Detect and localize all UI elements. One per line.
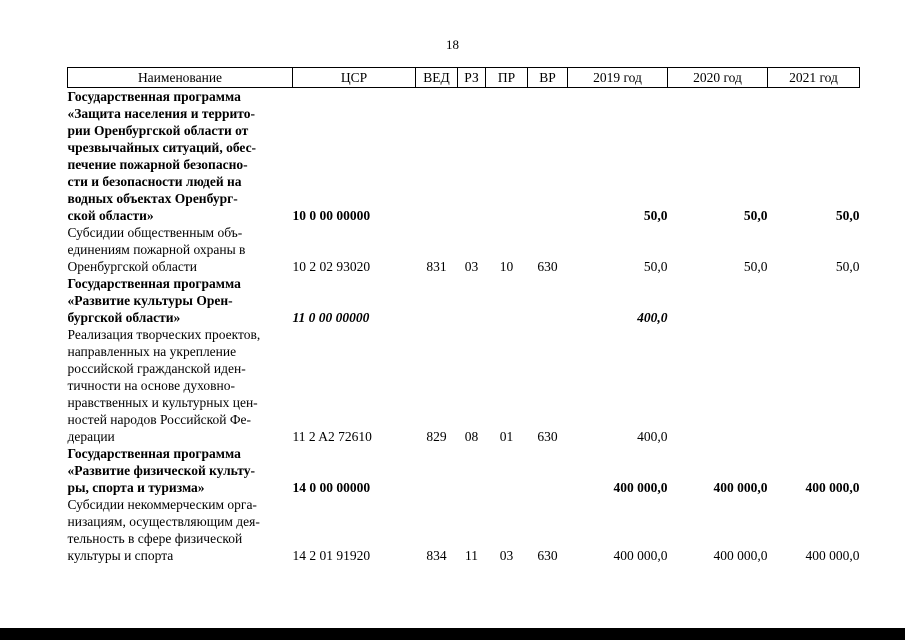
row-name-line: бургской области» bbox=[67, 310, 181, 325]
row-name-line: «Развитие физической культу- bbox=[67, 463, 256, 478]
row-2019: 400 000,0 bbox=[613, 480, 668, 495]
row-name bbox=[68, 88, 293, 225]
row-name bbox=[68, 326, 293, 445]
row-name-line: российской гражданской иден- bbox=[67, 361, 246, 376]
row-2020: 400 000,0 bbox=[713, 548, 768, 563]
row-2021: 400 000,0 bbox=[805, 548, 860, 563]
row-name bbox=[68, 224, 293, 275]
scan-bottom-edge bbox=[0, 628, 905, 640]
row-csr: 10 2 02 93020 bbox=[292, 259, 371, 274]
page-number: 18 bbox=[446, 37, 459, 52]
row-name bbox=[68, 496, 293, 564]
row-2020 bbox=[668, 275, 768, 326]
row-vr: 630 bbox=[537, 429, 558, 444]
row-vr bbox=[528, 445, 568, 496]
row-csr: 14 2 01 91920 bbox=[292, 548, 371, 563]
row-2019: 400,0 bbox=[637, 310, 668, 325]
row-rz: 03 bbox=[464, 259, 479, 274]
program-row bbox=[68, 275, 860, 326]
row-rz: 08 bbox=[464, 429, 479, 444]
row-ved: 829 bbox=[426, 429, 447, 444]
row-2020: 400 000,0 bbox=[713, 480, 768, 495]
row-name-line: ностей народов Российской Фе- bbox=[67, 412, 252, 427]
row-ved bbox=[416, 445, 458, 496]
row-name-line: нравственных и культурных цен- bbox=[67, 395, 258, 410]
row-2020: 50,0 bbox=[743, 259, 768, 274]
row-name-line: Государственная программа bbox=[67, 276, 241, 291]
row-pr: 01 bbox=[499, 429, 514, 444]
header-2021: 2021 год bbox=[768, 68, 860, 88]
row-csr: 11 2 A2 72610 bbox=[292, 429, 372, 444]
row-2021 bbox=[768, 326, 860, 445]
row-2019: 400,0 bbox=[637, 429, 668, 444]
header-rz: РЗ bbox=[458, 68, 486, 88]
header-ved: ВЕД bbox=[416, 68, 458, 88]
table-header bbox=[68, 68, 860, 88]
row-pr bbox=[486, 275, 528, 326]
row-pr bbox=[486, 88, 528, 225]
row-vr: 630 bbox=[537, 259, 558, 274]
row-name-line: Субсидии некоммерческим орга- bbox=[67, 497, 257, 512]
header-pr: ПР bbox=[486, 68, 528, 88]
row-pr: 10 bbox=[499, 259, 514, 274]
row-vr: 630 bbox=[537, 548, 558, 563]
row-2020 bbox=[668, 326, 768, 445]
row-ved: 834 bbox=[426, 548, 447, 563]
table-body bbox=[68, 88, 860, 565]
header-2020: 2020 год bbox=[668, 68, 768, 88]
row-vr bbox=[528, 88, 568, 225]
row-name-line: тичности на основе духовно- bbox=[67, 378, 235, 393]
row-name-line: чрезвычайных ситуаций, обес- bbox=[67, 140, 257, 155]
row-name-line: Государственная программа bbox=[67, 446, 241, 461]
row-name-line: тельность в сфере физической bbox=[67, 531, 243, 546]
row-pr bbox=[486, 445, 528, 496]
row-vr bbox=[528, 275, 568, 326]
row-name-line: сти и безопасности людей на bbox=[67, 174, 242, 189]
row-name-line: культуры и спорта bbox=[67, 548, 174, 563]
table-row bbox=[68, 326, 860, 445]
row-ved bbox=[416, 88, 458, 225]
row-name-line: «Развитие культуры Орен- bbox=[67, 293, 233, 308]
row-name-line: Субсидии общественным объ- bbox=[67, 225, 243, 240]
budget-table bbox=[67, 67, 860, 564]
row-name-line: Оренбургской области bbox=[67, 259, 197, 274]
table-row bbox=[68, 224, 860, 275]
row-name-line: рии Оренбургской области от bbox=[67, 123, 249, 138]
row-2021 bbox=[768, 275, 860, 326]
row-name-line: Реализация творческих проектов, bbox=[67, 327, 261, 342]
row-name-line: единениям пожарной охраны в bbox=[67, 242, 246, 257]
header-name: Наименование bbox=[68, 68, 293, 88]
row-pr: 03 bbox=[499, 548, 514, 563]
row-name-line: направленных на укрепление bbox=[67, 344, 237, 359]
row-2021: 50,0 bbox=[835, 259, 860, 274]
row-name bbox=[68, 445, 293, 496]
program-row bbox=[68, 445, 860, 496]
row-name-line: «Защита населения и террито- bbox=[67, 106, 255, 121]
row-name-line: ры, спорта и туризма» bbox=[67, 480, 205, 495]
row-csr: 10 0 00 00000 bbox=[292, 208, 371, 223]
row-2021: 400 000,0 bbox=[805, 480, 860, 495]
row-ved bbox=[416, 275, 458, 326]
row-csr: 14 0 00 00000 bbox=[292, 480, 371, 495]
row-name-line: низациям, осуществляющим дея- bbox=[67, 514, 260, 529]
row-2019: 400 000,0 bbox=[613, 548, 668, 563]
row-name-line: печение пожарной безопасно- bbox=[67, 157, 248, 172]
row-rz bbox=[458, 445, 486, 496]
row-rz bbox=[458, 88, 486, 225]
row-2019: 50,0 bbox=[643, 208, 668, 223]
row-name-line: дерации bbox=[67, 429, 115, 444]
row-csr: 11 0 00 00000 bbox=[292, 310, 370, 325]
row-name-line: Государственная программа bbox=[67, 89, 241, 104]
row-rz bbox=[458, 275, 486, 326]
row-ved: 831 bbox=[426, 259, 447, 274]
row-rz: 11 bbox=[465, 548, 478, 563]
header-2019: 2019 год bbox=[568, 68, 668, 88]
table-row bbox=[68, 496, 860, 564]
row-name-line: ской области» bbox=[67, 208, 154, 223]
row-2020: 50,0 bbox=[743, 208, 768, 223]
program-row bbox=[68, 88, 860, 225]
header-vr: ВР bbox=[528, 68, 568, 88]
row-name bbox=[68, 275, 293, 326]
header-csr: ЦСР bbox=[293, 68, 416, 88]
row-2019: 50,0 bbox=[643, 259, 668, 274]
row-name-line: водных объектах Оренбург- bbox=[67, 191, 238, 206]
row-2021: 50,0 bbox=[835, 208, 860, 223]
